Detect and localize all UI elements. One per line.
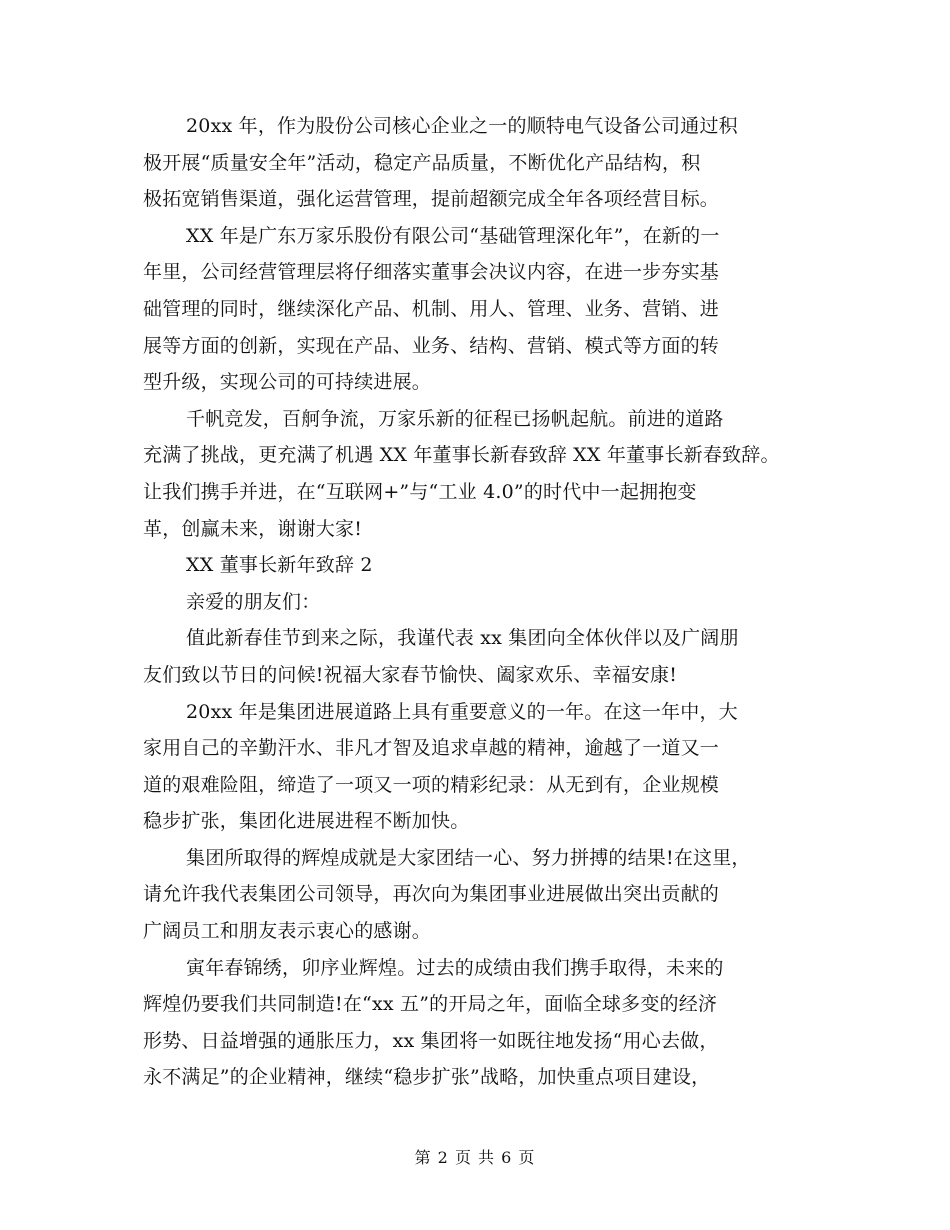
section-heading — [143, 547, 808, 584]
paragraph-3 — [143, 401, 808, 547]
text-line: 形势、日益增强的通胀压力，xx 集团将一如既往地发扬“用心去做， — [143, 1029, 719, 1052]
paragraph-6 — [143, 840, 808, 950]
paragraph-5 — [143, 694, 808, 840]
salutation-line: 亲爱的朋友们： — [186, 590, 321, 613]
paragraph-4 — [143, 620, 808, 693]
text-line: 极拓宽销售渠道，强化运营管理，提前超额完成全年各项经营目标。 — [143, 188, 720, 211]
text-line: 集团所取得的辉煌成就是大家团结一心、努力拼搏的结果!在这里， — [186, 846, 751, 869]
text-line: 革，创赢未来，谢谢大家! — [143, 517, 363, 540]
paragraph-1 — [143, 108, 808, 218]
text-line: 寅年春锦绣，卯序业辉煌。过去的成绩由我们携手取得，未来的 — [186, 956, 724, 979]
text-line: 让我们携手并进，在“互联网+”与“工业 4.0”的时代中一起拥抱变 — [143, 480, 697, 503]
text-line: 友们致以节日的问候!祝福大家春节愉快、阖家欢乐、幸福安康! — [143, 663, 678, 686]
text-line: 请允许我代表集团公司领导，再次向为集团事业进展做出突出贡献的 — [143, 883, 720, 906]
text-line: 值此新春佳节到来之际，我谨代表 xx 集团向全体伙伴以及广阔朋 — [186, 627, 739, 650]
text-line: 稳步扩张，集团化进展进程不断加快。 — [143, 810, 470, 833]
text-line: 永不满足”的企业精神，继续“稳步扩张”战略，加快重点项目建设， — [143, 1066, 711, 1089]
text-line: 础管理的同时，继续深化产品、机制、用人、管理、业务、营销、进 — [143, 297, 720, 320]
document-body — [143, 108, 808, 1096]
text-line: 展等方面的创新，实现在产品、业务、结构、营销、模式等方面的转 — [143, 334, 720, 357]
text-line: 辉煌仍要我们共同制造!在“xx 五”的开局之年，面临全球多变的经济 — [143, 993, 718, 1016]
text-line: 年里，公司经营管理层将仔细落实董事会决议内容，在进一步夯实基 — [143, 261, 720, 284]
paragraph-7 — [143, 950, 808, 1096]
text-line: 充满了挑战，更充满了机遇 XX 年董事长新春致辞 XX 年董事长新春致辞。 — [143, 444, 780, 467]
text-line: 千帆竞发，百舸争流，万家乐新的征程已扬帆起航。前进的道路 — [186, 407, 724, 430]
salutation — [143, 584, 808, 621]
text-line: 广阔员工和朋友表示衷心的感谢。 — [143, 920, 432, 943]
text-line: 极开展“质量安全年”活动，稳定产品质量，不断优化产品结构，积 — [143, 151, 701, 174]
text-line: 道的艰难险阻，缔造了一项又一项的精彩纪录：从无到有，企业规模 — [143, 773, 720, 796]
heading-line: XX 董事长新年致辞 2 — [186, 554, 373, 577]
text-line: 20xx 年是集团进展道路上具有重要意义的一年。在这一年中，大 — [186, 700, 738, 723]
text-line: XX 年是广东万家乐股份有限公司“基础管理深化年”，在新的一 — [186, 224, 720, 247]
text-line: 家用自己的辛勤汗水、非凡才智及追求卓越的精神，逾越了一道又一 — [143, 737, 720, 760]
text-line: 型升级，实现公司的可持续进展。 — [143, 371, 432, 394]
paragraph-2 — [143, 218, 808, 401]
page-number-footer: 第 2 页 共 6 页 — [414, 1148, 536, 1167]
text-line: 20xx 年，作为股份公司核心企业之一的顺特电气设备公司通过积 — [186, 115, 738, 137]
